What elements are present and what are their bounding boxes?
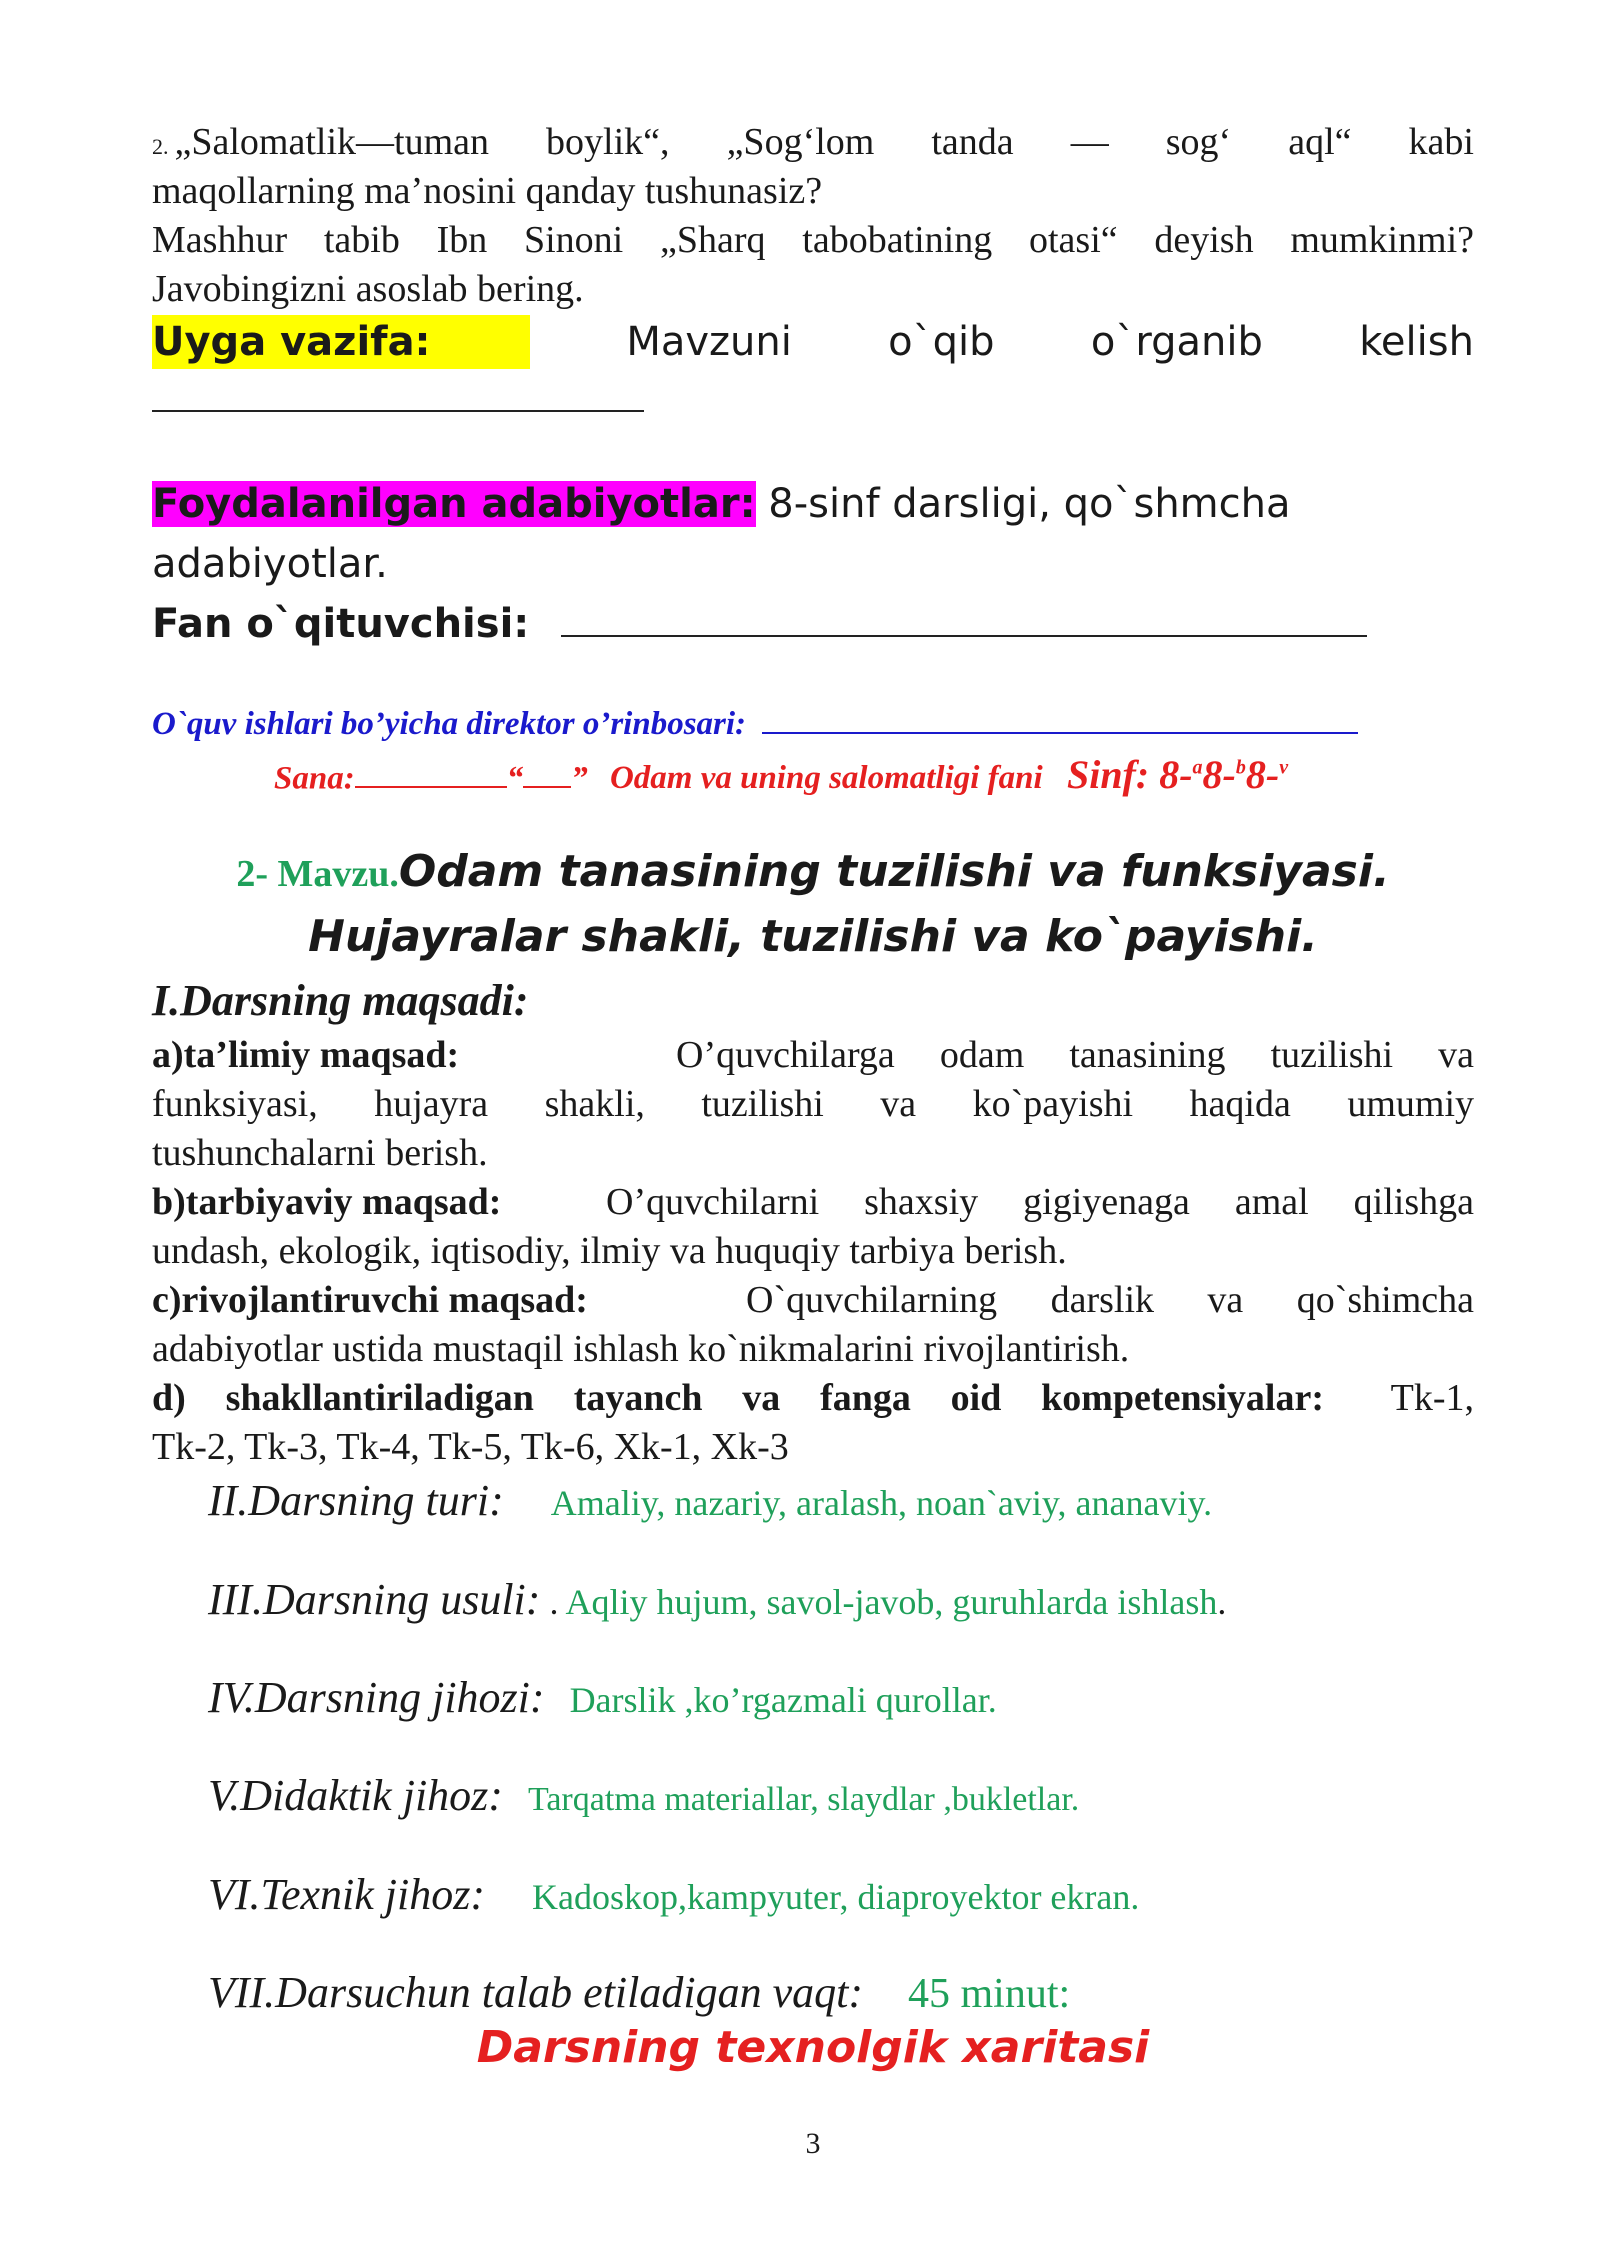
section-lesson-type: II.Darsning turi: Amaliy, nazariy, aralash, noan`aviy, ananaviy. bbox=[208, 1476, 1213, 1525]
homework-line: Uyga vazifa: Mavzuni o`qib o`rganib kelish bbox=[152, 315, 1474, 369]
aim-d-line-2: Tk-2, Tk-3, Tk-4, Tk-5, Tk-6, Xk-1, Xk-3 bbox=[152, 1426, 789, 1468]
topic-title-line-2: Hujayralar shakli, tuzilishi va ko`payishi. bbox=[308, 911, 1318, 962]
topic-number: 2- Mavzu. bbox=[236, 853, 399, 895]
homework-underline bbox=[152, 410, 644, 412]
day-field bbox=[523, 756, 571, 788]
question2-line-1: Mashhur tabib Ibn Sinoni „Sharq tabobatining otasi“ deyish mumkinmi? bbox=[152, 219, 1474, 261]
technological-map-title: Darsning texnolgik xaritasi bbox=[476, 2022, 1150, 2073]
aim-a-line-2: funksiyasi, hujayra shakli, tuzilishi va ko`payishi haqida umumiy bbox=[152, 1083, 1474, 1125]
deputy-signature-field bbox=[762, 698, 1358, 734]
section-lesson-time: VII.Darsuchun talab etiladigan vaqt: 45 minut: bbox=[208, 1968, 1071, 2017]
date-field bbox=[355, 756, 507, 788]
literature-label: Foydalanilgan adabiyotlar: bbox=[152, 481, 756, 527]
page-number: 3 bbox=[805, 2127, 821, 2160]
section-lesson-method: III.Darsning usuli: . Aqliy hujum, savol-javob, guruhlarda ishlash. bbox=[208, 1575, 1227, 1624]
teacher-signature-field bbox=[561, 595, 1367, 637]
aim-a-line-1: a)ta’limiy maqsad: O’quvchilarga odam tanasining tuzilishi va bbox=[152, 1034, 1474, 1076]
deputy-line: O`quv ishlari bo’yicha direktor o’rinbosari: bbox=[152, 698, 1358, 746]
aim-b-line-2: undash, ekologik, iqtisodiy, ilmiy va huquqiy tarbiya berish. bbox=[152, 1230, 1067, 1272]
date-line: Sana: “ ” Odam va uning salomatligi fani Sinf: 8-$^a$8-$^b$8-$^v$ bbox=[274, 752, 1289, 798]
aim-b-line-1: b)tarbiyaviy maqsad: O’quvchilarni shaxsiy gigiyenaga amal qilishga bbox=[152, 1181, 1474, 1223]
section-technical-equipment: VI.Texnik jihoz: Kadoskop,kampyuter, diaproyektor ekran. bbox=[208, 1870, 1140, 1919]
question-line-1: 2. „Salomatlik—tuman boylik“, „Sog‘lom tanda — sog‘ aql“ kabi bbox=[152, 121, 1474, 163]
aim-c-line-2: adabiyotlar ustida mustaqil ishlash ko`nikmalarini rivojlantirish. bbox=[152, 1328, 1130, 1370]
homework-label: Uyga vazifa: bbox=[152, 315, 530, 369]
aims-heading: I.Darsning maqsadi: bbox=[152, 976, 529, 1025]
aim-c-line-1: c)rivojlantiruvchi maqsad: O`quvchilarning darslik va qo`shimcha bbox=[152, 1279, 1474, 1321]
teacher-line: Fan o`qituvchisi: bbox=[152, 595, 1367, 651]
literature-line: Foydalanilgan adabiyotlar: 8-sinf darsligi, qo`shmcha bbox=[152, 481, 1291, 527]
question-line-2: maqollarning ma’nosini qanday tushunasiz? bbox=[152, 170, 823, 212]
class-info: Sinf: 8-$^a$8-$^b$8-$^v$ bbox=[1066, 752, 1289, 798]
section-didactic-equipment: V.Didaktik jihoz: Tarqatma materiallar, slaydlar ,bukletlar. bbox=[208, 1771, 1080, 1820]
section-lesson-equipment: IV.Darsning jihozi: Darslik ,ko’rgazmali qurollar. bbox=[208, 1673, 997, 1722]
topic-title-line-1: 2- Mavzu.Odam tanasining tuzilishi va funksiyasi. bbox=[236, 846, 1390, 897]
question-number: 2. bbox=[152, 134, 169, 159]
literature-line-2: adabiyotlar. bbox=[152, 541, 388, 587]
aim-d-line-1: d) shakllantiriladigan tayanch va fanga oid kompetensiyalar: Tk-1, bbox=[152, 1377, 1474, 1419]
question2-line-2: Javobingizni asoslab bering. bbox=[152, 268, 584, 310]
aim-a-line-3: tushunchalarni berish. bbox=[152, 1132, 488, 1174]
